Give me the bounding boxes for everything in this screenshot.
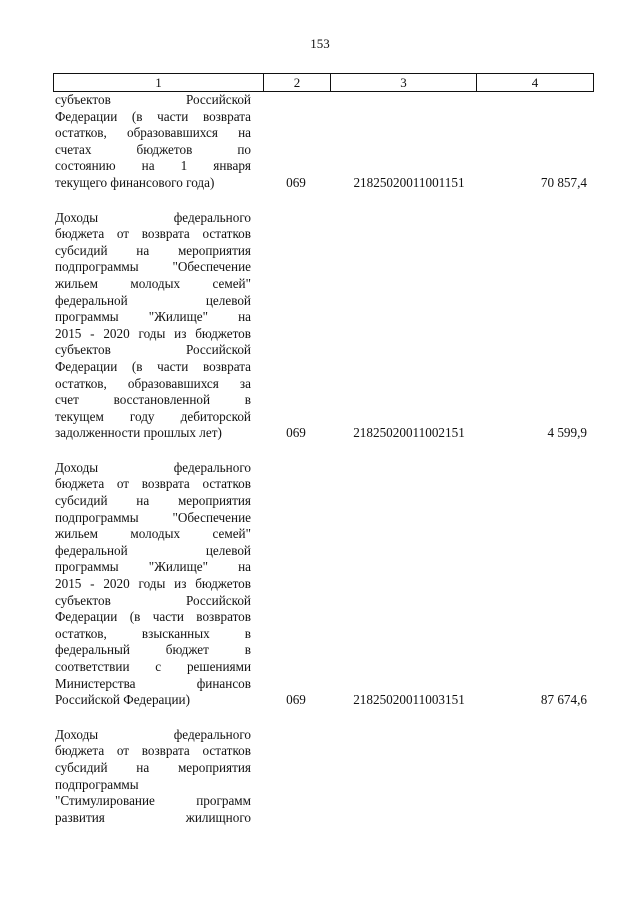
description-line: Доходы федерального xyxy=(55,209,251,225)
description-line: Федерации (в части возврата xyxy=(55,358,251,374)
description-line: остатков, взысканных в xyxy=(55,625,251,641)
description-line: Федерации (в части возвратов xyxy=(55,609,251,625)
description-line: субъектов Российской xyxy=(55,592,251,608)
table-header xyxy=(53,73,594,92)
description-line: подпрограммы "Обеспечение xyxy=(55,509,251,525)
row-description xyxy=(55,210,251,442)
table-row xyxy=(0,727,640,827)
description-line: программы "Жилище" на xyxy=(55,559,251,575)
description-line: остатков, образовавшихся за xyxy=(55,375,251,391)
row-description xyxy=(55,92,251,192)
description-line: программы "Жилище" на xyxy=(55,309,251,325)
description-line: бюджета от возврата остатков xyxy=(55,476,251,492)
description-line: подпрограммы xyxy=(55,776,139,792)
row-code: 069 xyxy=(286,174,306,190)
description-line: федеральной целевой xyxy=(55,542,251,558)
description-line: Федерации (в части возврата xyxy=(55,108,251,124)
description-line: 2015 - 2020 годы из бюджетов xyxy=(55,325,251,341)
description-line: жильем молодых семей" xyxy=(55,526,251,542)
description-line: бюджета от возврата остатков xyxy=(55,226,251,242)
page-number: 153 xyxy=(310,36,330,51)
description-line: субъектов Российской xyxy=(55,342,251,358)
description-line: развития жилищного xyxy=(55,809,251,825)
row-amount: 70 857,4 xyxy=(540,174,587,190)
description-line: счет восстановленной в xyxy=(55,392,251,408)
row-description xyxy=(55,460,251,709)
row-kbk: 21825020011002151 xyxy=(353,425,465,441)
row-kbk: 21825020011001151 xyxy=(353,174,465,190)
table-body xyxy=(0,92,640,826)
description-line: текущего финансового года) xyxy=(55,174,215,190)
description-line: текущем году дебиторской xyxy=(55,408,251,424)
description-line: счетах бюджетов по xyxy=(55,141,251,157)
description-line: остатков, образовавшихся на xyxy=(55,125,251,141)
description-line: "Стимулирование программ xyxy=(55,793,251,809)
description-line: субсидий на мероприятия xyxy=(55,242,251,258)
description-line: Российской Федерации) xyxy=(55,692,190,708)
description-line: соответствии с решениями xyxy=(55,659,251,674)
row-description xyxy=(55,727,251,827)
description-line: жильем молодых семей" xyxy=(55,275,251,291)
table-row xyxy=(0,460,640,709)
table-row xyxy=(0,210,640,442)
description-line: субсидий на мероприятия xyxy=(55,759,251,775)
column-header-3: 3 xyxy=(331,74,477,91)
description-line: Доходы федерального xyxy=(55,726,251,742)
table-row xyxy=(0,92,640,192)
row-code: 069 xyxy=(286,692,306,708)
row-code: 069 xyxy=(286,425,306,441)
description-line: подпрограммы "Обеспечение xyxy=(55,259,251,275)
column-header-1: 1 xyxy=(54,74,264,91)
column-header-4: 4 xyxy=(477,74,594,91)
row-amount: 87 674,6 xyxy=(540,692,587,708)
description-line: субъектов Российской xyxy=(55,92,251,107)
description-line: федеральный бюджет в xyxy=(55,642,251,658)
description-line: федеральной целевой xyxy=(55,292,251,308)
description-line: задолженности прошлых лет) xyxy=(55,425,222,441)
description-line: субсидий на мероприятия xyxy=(55,493,251,509)
description-line: бюджета от возврата остатков xyxy=(55,743,251,759)
description-line: Министерства финансов xyxy=(55,675,251,691)
description-line: 2015 - 2020 годы из бюджетов xyxy=(55,576,251,592)
row-amount: 4 599,9 xyxy=(547,425,587,441)
row-kbk: 21825020011003151 xyxy=(353,692,465,708)
description-line: Доходы федерального xyxy=(55,459,251,475)
description-line: состоянию на 1 января xyxy=(55,158,251,174)
column-header-2: 2 xyxy=(264,74,331,91)
